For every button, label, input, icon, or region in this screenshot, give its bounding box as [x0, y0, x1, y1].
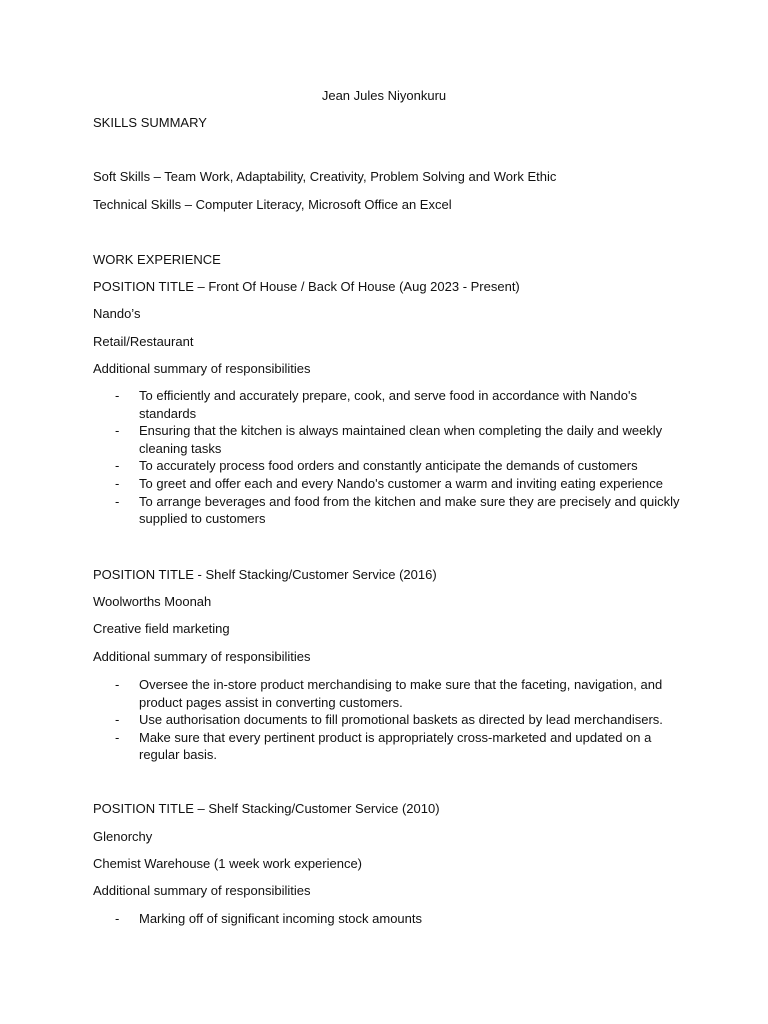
- list-item: [93, 457, 683, 475]
- job-3-position: POSITION TITLE – Shelf Stacking/Customer Service (2010): [93, 801, 440, 816]
- job-1-employer: Nando’s: [93, 306, 141, 321]
- job-1-responsibilities: [93, 387, 683, 528]
- list-item: [93, 729, 683, 764]
- list-item: [93, 493, 683, 528]
- bullet-dash: -: [115, 677, 120, 692]
- responsibility-text: To arrange beverages and food from the kitchen and make sure they are precisely and quickly supplied to customers: [139, 493, 680, 527]
- responsibility-text: Make sure that every pertinent product is appropriately cross-marketed and updated on a regular basis.: [139, 729, 652, 763]
- job-2-industry: Creative field marketing: [93, 621, 230, 636]
- responsibility-text: Ensuring that the kitchen is always maintained clean when completing the daily and weekly cleaning tasks: [139, 423, 663, 456]
- job-2-position: POSITION TITLE - Shelf Stacking/Customer Service (2016): [93, 567, 437, 582]
- job-2-summary-label: Additional summary of responsibilities: [93, 649, 311, 664]
- bullet-dash: -: [115, 493, 120, 509]
- bullet-dash: -: [115, 712, 120, 728]
- list-item: [93, 676, 683, 711]
- job-3-employer: Glenorchy: [93, 829, 153, 844]
- responsibility-text: Oversee the in-store product merchandising to make sure that the faceting, navigation, and product pages assist in converting customers.: [139, 677, 663, 710]
- job-2-responsibilities: [93, 676, 683, 764]
- list-item: [93, 422, 683, 457]
- responsibility-text: To greet and offer each and every Nando's customer a warm and inviting eating experience: [139, 475, 663, 491]
- candidate-name: Jean Jules Niyonkuru: [321, 88, 447, 103]
- responsibility-text: To efficiently and accurately prepare, cook, and serve food in accordance with Nando's standards: [139, 388, 637, 421]
- skills-heading: SKILLS SUMMARY: [93, 115, 207, 130]
- responsibility-text: Marking off of significant incoming stock amounts: [139, 911, 423, 926]
- job-1-industry: Retail/Restaurant: [93, 334, 194, 349]
- bullet-dash: -: [115, 423, 120, 439]
- list-item: [93, 475, 683, 493]
- job-3-summary-label: Additional summary of responsibilities: [93, 883, 311, 898]
- work-experience-heading: WORK EXPERIENCE: [93, 252, 221, 267]
- responsibility-text: Use authorisation documents to fill promotional baskets as directed by lead merchandisers.: [139, 712, 663, 728]
- list-item: [93, 910, 683, 928]
- responsibility-text: To accurately process food orders and constantly anticipate the demands of customers: [139, 458, 638, 474]
- bullet-dash: -: [115, 911, 120, 926]
- bullet-dash: -: [115, 458, 120, 474]
- list-item: [93, 387, 683, 422]
- job-2-employer: Woolworths Moonah: [93, 594, 212, 609]
- technical-skills: Technical Skills – Computer Literacy, Microsoft Office an Excel: [93, 197, 452, 212]
- job-3-industry: Chemist Warehouse (1 week work experience): [93, 856, 363, 871]
- list-item: [93, 711, 683, 729]
- bullet-dash: -: [115, 388, 120, 403]
- bullet-dash: -: [115, 729, 120, 745]
- job-1-position: POSITION TITLE – Front Of House / Back Of House (Aug 2023 - Present): [93, 279, 520, 294]
- job-3-responsibilities: [93, 910, 683, 928]
- soft-skills: Soft Skills – Team Work, Adaptability, Creativity, Problem Solving and Work Ethic: [93, 169, 557, 184]
- bullet-dash: -: [115, 475, 120, 491]
- job-1-summary-label: Additional summary of responsibilities: [93, 361, 311, 376]
